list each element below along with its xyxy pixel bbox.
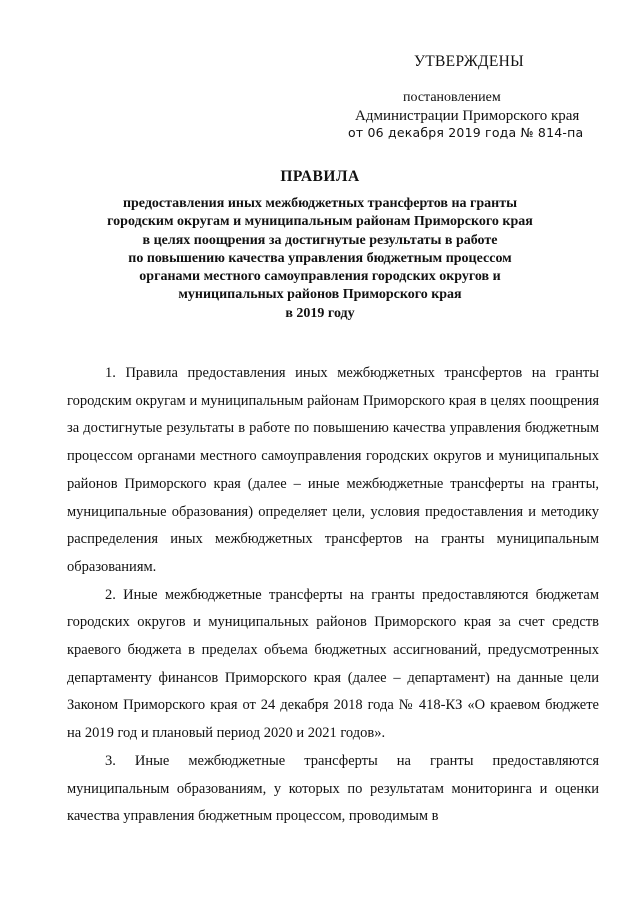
decree-date-number: от 06 декабря 2019 года № 814-па bbox=[348, 124, 584, 140]
subtitle-line: городским округам и муниципальным районам Приморского края bbox=[107, 214, 533, 230]
subtitle-line: предоставления иных межбюджетных трансфертов на гранты bbox=[122, 196, 518, 211]
paragraph-3: 3. Иные межбюджетные трансферты на гранты предоставляются муниципальным образованиям, у которых по результатам мониторинга и оценки качества управления бюджетным процессом, проводимым в bbox=[67, 752, 599, 825]
subtitle-line: в 2019 году bbox=[285, 305, 355, 321]
subtitle-line: органами местного самоуправления городских округов и bbox=[139, 269, 501, 285]
approved-label: УТВЕРЖДЕНЫ bbox=[414, 53, 524, 70]
subtitle-line: по повышению качества управления бюджетным процессом bbox=[128, 250, 512, 266]
subtitle-line: в целях поощрения за достигнутые результаты в работе bbox=[142, 232, 498, 248]
document-subtitle bbox=[60, 195, 580, 323]
subtitle-line: муниципальных районов Приморского края bbox=[178, 287, 462, 303]
approval-block bbox=[348, 52, 608, 140]
decree-label: постановлением bbox=[403, 90, 501, 106]
document-body bbox=[67, 360, 599, 831]
document-title: ПРАВИЛА bbox=[280, 168, 360, 185]
paragraph-2: 2. Иные межбюджетные трансферты на гранты предоставляются бюджетам городских округов и муниципальных районов Приморского края за счет средств краевого бюджета в пределах объема бюджетных ассигнований, предусмотренных департаменту финансов Приморского края (далее – департамент) на данные цели Законом Приморского края от 24 декабря 2018 года № 418-КЗ «О краевом бюджете на 2019 год и плановый период 2020 и 2021 годов». bbox=[67, 586, 599, 742]
administration-label: Администрации Приморского края bbox=[355, 107, 580, 124]
paragraph-1: 1. Правила предоставления иных межбюджетных трансфертов на гранты городским округам и муниципальным районам Приморского края в целях поощрения за достигнутые результаты в работе по повышению качества управления бюджетным процессом органами местного самоуправления городских округов и муниципальных районов Приморского края (далее – иные межбюджетные трансферты на гранты, муниципальные образования) определяет цели, условия предоставления и методику распределения иных межбюджетных трансфертов на гранты муниципальным образованиям. bbox=[67, 365, 599, 575]
